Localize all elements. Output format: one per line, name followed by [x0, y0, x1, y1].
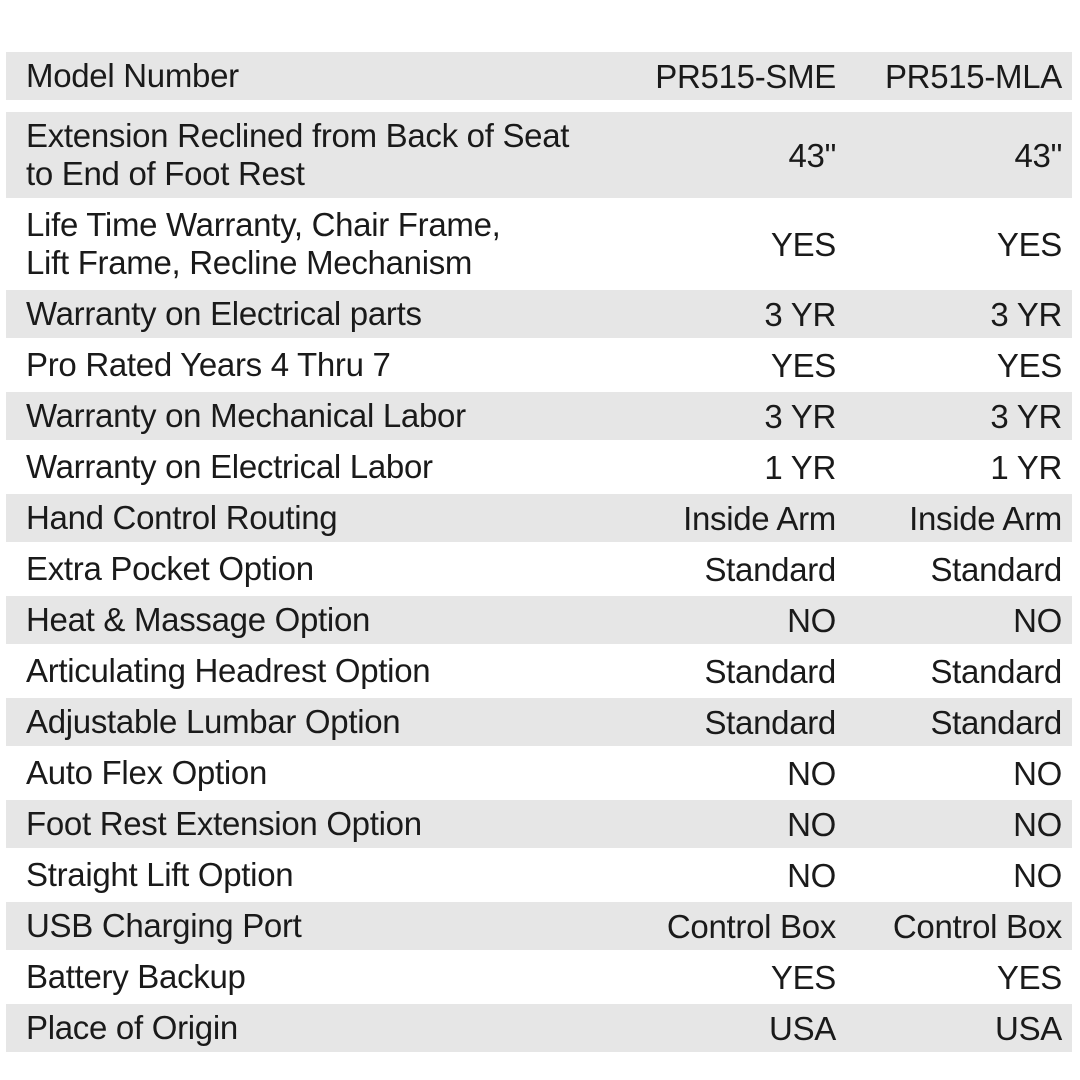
- row-value-model-2: Standard: [930, 652, 1062, 690]
- row-label: [6, 206, 620, 282]
- row-value-model-2: 3 YR: [990, 295, 1062, 333]
- row-value-model-1: YES: [770, 346, 836, 384]
- table-row: [6, 392, 1072, 440]
- table-row: [6, 698, 1072, 746]
- table-row: [6, 290, 1072, 338]
- row-label: Articulating Headrest Option: [26, 652, 431, 689]
- header-label: Model Number: [26, 57, 239, 94]
- row-value-model-1: Standard: [704, 550, 836, 588]
- row-value-model-2: NO: [1013, 856, 1062, 894]
- table-row: [6, 1004, 1072, 1052]
- row-value-model-1: NO: [787, 754, 836, 792]
- row-value-model-1: 3 YR: [764, 397, 836, 435]
- row-label: Foot Rest Extension Option: [26, 805, 422, 842]
- table-row: [6, 800, 1072, 848]
- row-value-model-1: YES: [770, 958, 836, 996]
- row-value-model-1: 3 YR: [764, 295, 836, 333]
- row-label: Hand Control Routing: [26, 499, 338, 536]
- header-model-1: PR515-SME: [655, 57, 836, 95]
- row-value-model-1: Standard: [704, 652, 836, 690]
- row-value-model-1: Control Box: [666, 907, 836, 945]
- row-value-model-2: 1 YR: [990, 448, 1062, 486]
- row-value-model-2: 3 YR: [990, 397, 1062, 435]
- row-value-model-1: NO: [787, 805, 836, 843]
- row-label: [6, 117, 620, 193]
- table-row: [6, 201, 1072, 287]
- header-model-2: PR515-MLA: [884, 57, 1062, 95]
- row-value-model-2: YES: [996, 225, 1062, 263]
- table-row: [6, 647, 1072, 695]
- row-value-model-2: NO: [1013, 601, 1062, 639]
- table-header-row: [6, 52, 1072, 100]
- row-value-model-2: 43": [1014, 136, 1062, 174]
- row-label-line-1: Extension Reclined from Back of Seat: [26, 117, 570, 154]
- row-label: Adjustable Lumbar Option: [26, 703, 401, 740]
- row-label: Warranty on Electrical Labor: [26, 448, 433, 485]
- row-label: Warranty on Mechanical Labor: [26, 397, 466, 434]
- row-value-model-2: YES: [996, 346, 1062, 384]
- table-row: [6, 112, 1072, 198]
- spec-table: [6, 52, 1072, 1055]
- table-row: [6, 341, 1072, 389]
- row-value-model-1: NO: [787, 856, 836, 894]
- row-value-model-2: Control Box: [892, 907, 1062, 945]
- table-row: [6, 545, 1072, 593]
- row-label: Heat & Massage Option: [26, 601, 371, 638]
- row-value-model-2: Standard: [930, 703, 1062, 741]
- table-row: [6, 851, 1072, 899]
- row-label: Battery Backup: [26, 958, 246, 995]
- row-value-model-2: Inside Arm: [909, 499, 1062, 537]
- row-label-line-2: to End of Foot Rest: [26, 155, 305, 192]
- row-value-model-2: YES: [996, 958, 1062, 996]
- row-value-model-1: YES: [770, 225, 836, 263]
- row-value-model-2: NO: [1013, 805, 1062, 843]
- table-row: [6, 953, 1072, 1001]
- row-label-line-1: Life Time Warranty, Chair Frame,: [26, 206, 501, 243]
- table-row: [6, 443, 1072, 491]
- row-value-model-1: USA: [769, 1009, 836, 1047]
- row-value-model-1: NO: [787, 601, 836, 639]
- row-label: Place of Origin: [26, 1009, 238, 1046]
- row-label: USB Charging Port: [26, 907, 302, 944]
- row-value-model-1: 1 YR: [764, 448, 836, 486]
- table-row: [6, 494, 1072, 542]
- row-label: Straight Lift Option: [26, 856, 294, 893]
- row-value-model-1: Inside Arm: [683, 499, 836, 537]
- row-label: Extra Pocket Option: [26, 550, 314, 587]
- row-label-line-2: Lift Frame, Recline Mechanism: [26, 244, 473, 281]
- row-value-model-2: NO: [1013, 754, 1062, 792]
- row-value-model-1: Standard: [704, 703, 836, 741]
- table-row: [6, 596, 1072, 644]
- row-value-model-1: 43": [788, 136, 836, 174]
- row-label: Warranty on Electrical parts: [26, 295, 422, 332]
- table-row: [6, 902, 1072, 950]
- row-value-model-2: USA: [995, 1009, 1062, 1047]
- row-value-model-2: Standard: [930, 550, 1062, 588]
- row-label: Auto Flex Option: [26, 754, 267, 791]
- table-row: [6, 749, 1072, 797]
- row-label: Pro Rated Years 4 Thru 7: [26, 346, 391, 383]
